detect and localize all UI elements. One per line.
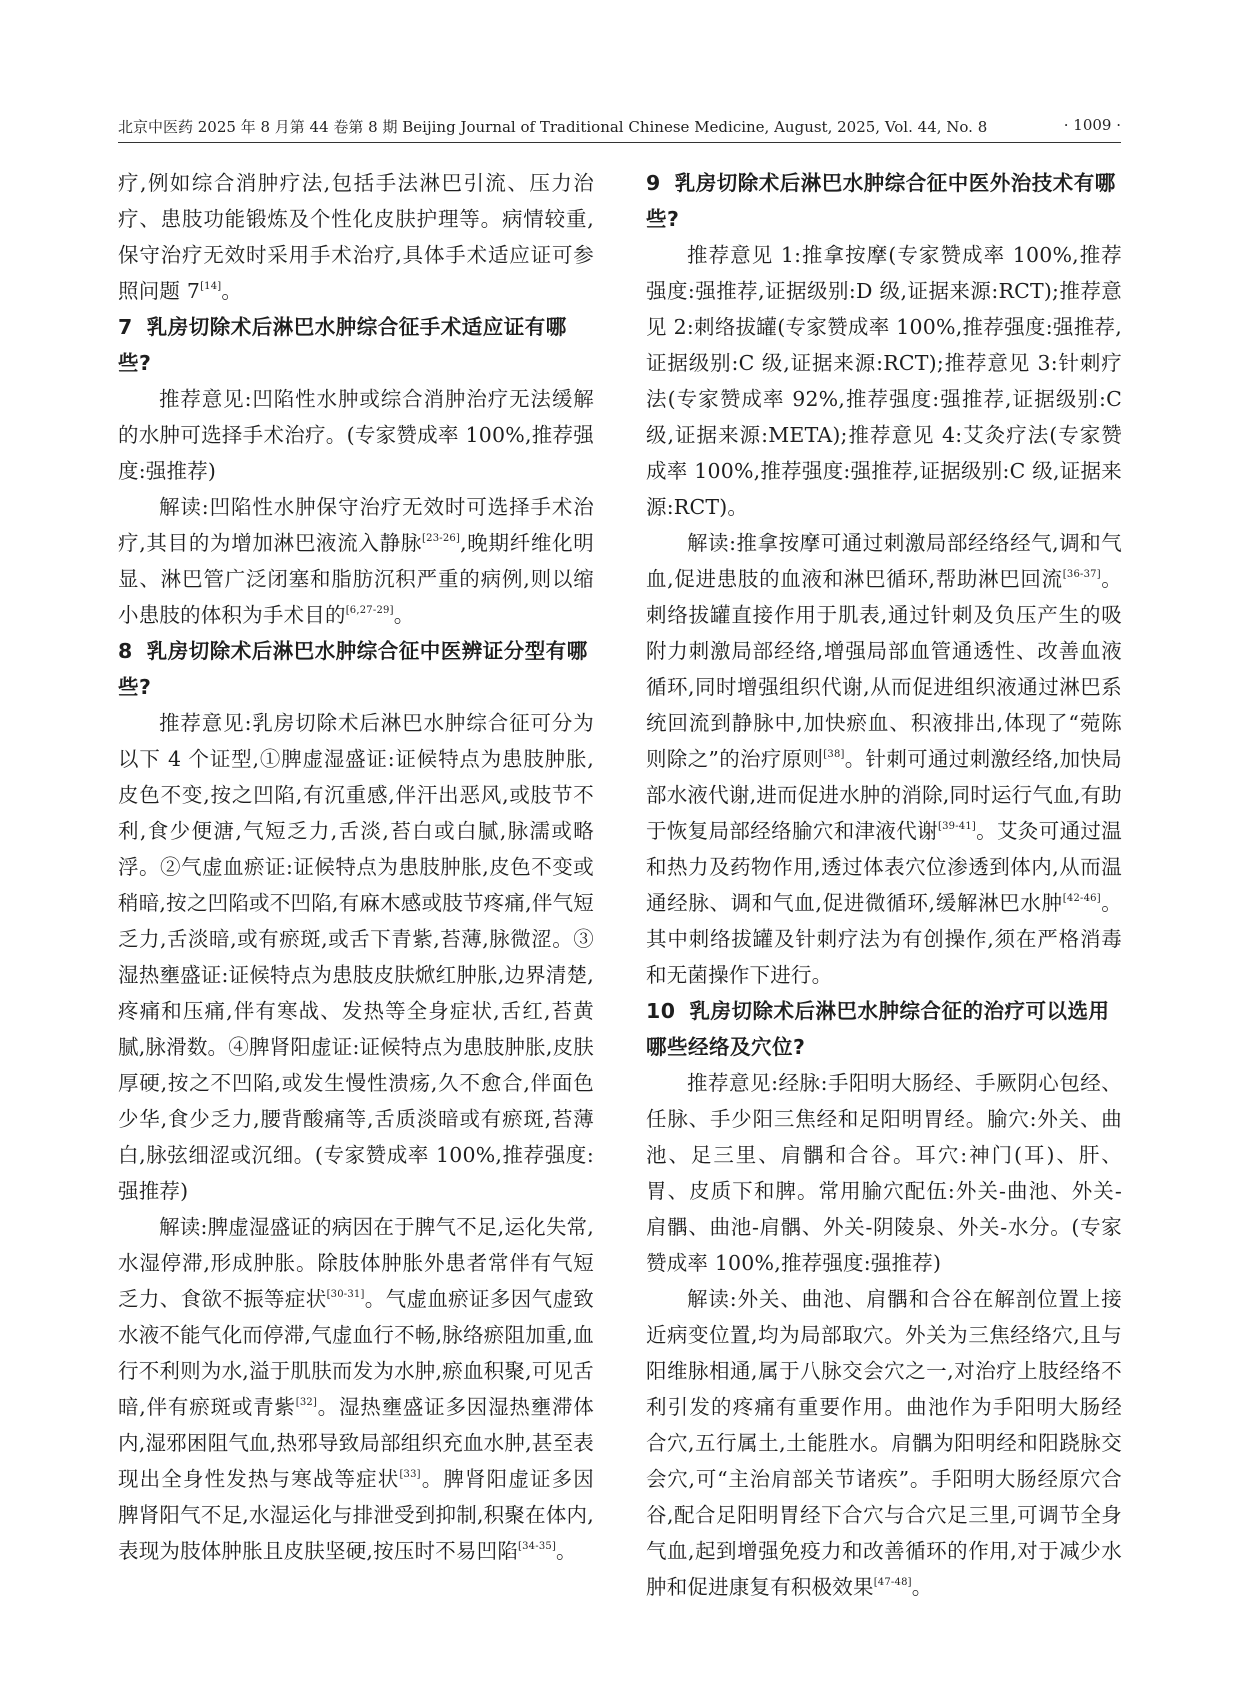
paragraph: 解读:外关、曲池、肩髃和合谷在解剖位置上接近病变位置,均为局部取穴。外关为三焦经络穴,且与阳维脉相通,属于八脉交会穴之一,对治疗上肢经络不利引发的疼痛有重要作用。曲池作为手阳明大肠经合穴,五行属土,土能胜水。肩髃为阳明经和阳跷脉交会穴,可“主治肩部关节诸疾”。手阳明大肠经原穴合谷,配合足阳明胃经下合穴与合穴足三里,可调节全身气血,起到增强免疫力和改善循环的作用,对于减少水肿和促进康复有积极效果[47-48]。 (646, 1287, 1122, 1599)
citation[interactable]: [38] (823, 749, 845, 760)
paragraph: 解读:推拿按摩可通过刺激局部经络经气,调和气血,促进患肢的血液和淋巴循环,帮助淋巴回流[36-37]。刺络拔罐直接作用于肌表,通过针刺及负压产生的吸附力刺激局部经络,增强局部血管通透性、改善血液循环,同时增强组织代谢,从而促进组织液通过淋巴系统回流到静脉中,加快瘀血、积液排出,体现了“菀陈则除之”的治疗原则[38]。针刺可通过刺激经络,加快局部水液代谢,进而促进水肿的消除,同时运行气血,有助于恢复局部经络腧穴和津液代谢[39-41]。艾灸可通过温和热力及药物作用,透过体表穴位渗透到体内,从而温通经脉、调和气血,促进微循环,缓解淋巴水肿[42-46]。其中刺络拔罐及针刺疗法为有创操作,须在严格消毒和无菌操作下进行。 (646, 531, 1123, 987)
page-number: · 1009 · (1063, 116, 1121, 134)
paragraph: 解读:脾虚湿盛证的病因在于脾气不足,运化失常,水湿停滞,形成肿胀。除肢体肿胀外患者常伴有气短乏力、食欲不振等症状[30-31]。气虚血瘀证多因气虚致水液不能气化而停滞,气虚血行不畅,脉络瘀阻加重,血行不利则为水,溢于肌肤而发为水肿,瘀血积聚,可见舌暗,伴有瘀斑或青紫[32]。湿热壅盛证多因湿热壅滞体内,湿邪困阻气血,热邪导致局部组织充血水肿,甚至表现出全身性发热与寒战等症状[33]。脾肾阳虚证多因脾肾阳气不足,水湿运化与排泄受到抑制,积聚在体内,表现为肢体肿胀且皮肤坚硬,按压时不易凹陷[34-35]。 (118, 1215, 595, 1563)
journal-info: 北京中医药 2025 年 8 月第 44 卷第 8 期 Beijing Journal of Traditional Chinese Medicine, August, 2025, Vol. 44, No. 8 (118, 118, 988, 136)
citation[interactable]: [47-48] (873, 1577, 912, 1588)
citation[interactable]: [33] (399, 1469, 421, 1480)
citation[interactable]: [32] (295, 1397, 318, 1408)
citation[interactable]: [34-35] (518, 1541, 557, 1552)
citation[interactable]: [14] (200, 281, 222, 292)
citation[interactable]: [36-37] (1062, 569, 1101, 580)
citation[interactable]: [23-26] (422, 533, 461, 544)
paragraph: 疗,例如综合消肿疗法,包括手法淋巴引流、压力治疗、患肢功能锻炼及个性化皮肤护理等。病情较重,保守治疗无效时采用手术治疗,具体手术适应证可参照问题 7[14]。 (118, 171, 594, 303)
section-heading-7: 7 乳房切除术后淋巴水肿综合征手术适应证有哪些? (118, 315, 567, 375)
paragraph: 推荐意见:乳房切除术后淋巴水肿综合征可分为以下 4 个证型,①脾虚湿盛证:证候特点为患肢肿胀,皮色不变,按之凹陷,有沉重感,伴汗出恶风,或肢节不利,食少便溏,气短乏力,舌淡,苔白或白腻,脉濡或略浮。②气虚血瘀证:证候特点为患肢肿胀,皮色不变或稍暗,按之凹陷或不凹陷,有麻木感或肢节疼痛,伴气短乏力,舌淡暗,或有瘀斑,或舌下青紫,苔薄,脉微涩。③湿热壅盛证:证候特点为患肢皮肤焮红肿胀,边界清楚,疼痛和压痛,伴有寒战、发热等全身症状,舌红,苔黄腻,脉滑数。④脾肾阳虚证:证候特点为患肢肿胀,皮肤厚硬,按之不凹陷,或发生慢性溃疡,久不愈合,伴面色少华,食少乏力,腰背酸痛等,舌质淡暗或有瘀斑,苔薄白,脉弦细涩或沉细。(专家赞成率 100%,推荐强度:强推荐) (118, 711, 594, 1203)
section-heading-8: 8 乳房切除术后淋巴水肿综合征中医辨证分型有哪些? (118, 639, 588, 699)
paragraph: 推荐意见:经脉:手阳明大肠经、手厥阴心包经、任脉、手少阳三焦经和足阳明胃经。腧穴:外关、曲池、足三里、肩髃和合谷。耳穴:神门(耳)、肝、胃、皮质下和脾。常用腧穴配伍:外关-曲池、外关-肩髃、曲池-肩髃、外关-阴陵泉、外关-水分。(专家赞成率 100%,推荐强度:强推荐) (646, 1071, 1122, 1275)
running-header (118, 112, 1121, 143)
paragraph: 推荐意见:凹陷性水肿或综合消肿治疗无法缓解的水肿可选择手术治疗。(专家赞成率 100%,推荐强度:强推荐) (118, 387, 594, 483)
left-column (118, 165, 594, 1569)
citation[interactable]: [30-31] (326, 1289, 365, 1300)
citation[interactable]: [39-41] (937, 821, 976, 832)
citation[interactable]: [42-46] (1062, 893, 1101, 904)
paragraph: 解读:凹陷性水肿保守治疗无效时可选择手术治疗,其目的为增加淋巴液流入静脉[23-26],晚期纤维化明显、淋巴管广泛闭塞和脂肪沉积严重的病例,则以缩小患肢的体积为手术目的[6,27-29]。 (118, 495, 595, 627)
paragraph: 推荐意见 1:推拿按摩(专家赞成率 100%,推荐强度:强推荐,证据级别:D 级,证据来源:RCT);推荐意见 2:刺络拔罐(专家赞成率 100%,推荐强度:强推荐,证据级别:C 级,证据来源:RCT);推荐意见 3:针刺疗法(专家赞成率 92%,推荐强度:强推荐,证据级别:C 级,证据来源:META);推荐意见 4:艾灸疗法(专家赞成率 100%,推荐强度:强推荐,证据级别:C 级,证据来源:RCT)。 (646, 243, 1122, 519)
section-heading-9: 9 乳房切除术后淋巴水肿综合征中医外治技术有哪些? (646, 171, 1116, 231)
citation[interactable]: [6,27-29] (345, 605, 394, 616)
right-column (646, 165, 1122, 1605)
section-heading-10: 10 乳房切除术后淋巴水肿综合征的治疗可以选用哪些经络及穴位? (646, 999, 1110, 1059)
